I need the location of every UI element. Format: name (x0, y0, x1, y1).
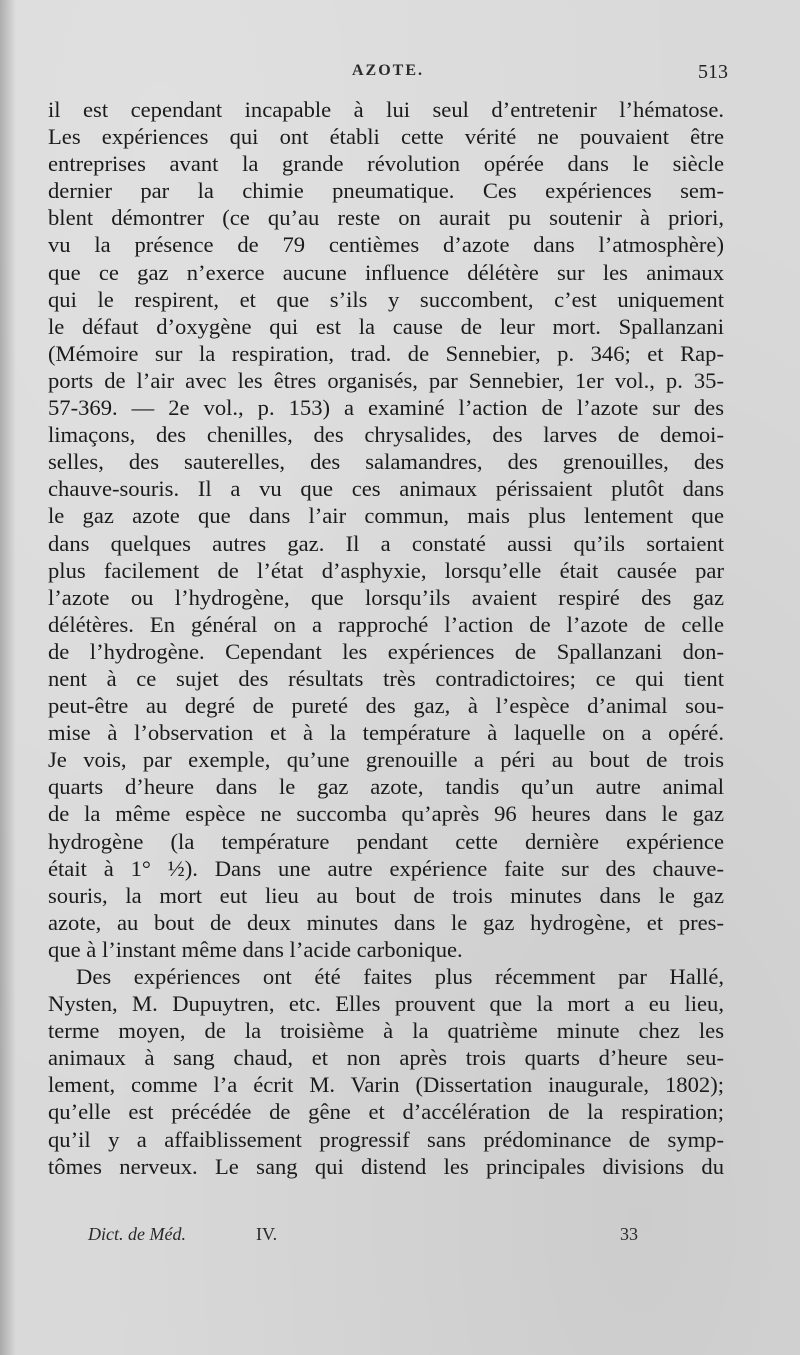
text-line: hydrogène (la température pendant cette dernière expérience (48, 828, 724, 854)
text-line: de la même espèce ne succomba qu’après 96 heures dans le gaz (48, 801, 724, 827)
running-title: AZOTE. (351, 62, 424, 79)
body-text (48, 96, 724, 1180)
signature-mark: 33 (620, 1224, 638, 1244)
text-line: quarts d’heure dans le gaz azote, tandis qu’un autre animal (48, 774, 724, 800)
text-line: peut-être au degré de pureté des gaz, à l’espèce d’animal sou- (48, 693, 724, 719)
text-line: chauve-souris. Il a vu que ces animaux périssaient plutôt dans (48, 476, 724, 502)
text-line: souris, la mort eut lieu au bout de trois minutes dans le gaz (48, 882, 724, 908)
text-line: terme moyen, de la troisième à la quatrième minute chez les (48, 1018, 724, 1044)
text-line: qui le respirent, et que s’ils y succombent, c’est uniquement (48, 286, 724, 312)
text-line: l’azote ou l’hydrogène, que lorsqu’ils avaient respiré des gaz (48, 584, 724, 610)
text-line: limaçons, des chenilles, des chrysalides, des larves de demoi- (48, 422, 724, 448)
text-line: le défaut d’oxygène qui est la cause de leur mort. Spallanzani (48, 313, 724, 339)
text-line: plus facilement de l’état d’asphyxie, lorsqu’elle était causée par (48, 557, 724, 583)
text-line: il est cependant incapable à lui seul d’entretenir l’hématose. (48, 97, 724, 122)
text-line: mise à l’observation et à la température à laquelle on a opéré. (48, 720, 724, 746)
text-line: délétères. En général on a rapproché l’action de l’azote de celle (48, 611, 724, 637)
footer-title: Dict. de Méd. (88, 1224, 186, 1244)
text-line: que ce gaz n’exerce aucune influence délétère sur les animaux (48, 259, 724, 285)
text-line: lement, comme l’a écrit M. Varin (Dissertation inaugurale, 1802); (48, 1072, 724, 1098)
text-line: (Mémoire sur la respiration, trad. de Sennebier, p. 346; et Rap- (48, 340, 724, 366)
page-edge-shadow (0, 0, 16, 1355)
page-footer (88, 1224, 648, 1248)
paragraph-last-line: que à l’instant même dans l’acide carbonique. (48, 936, 463, 962)
text-line: Nysten, M. Dupuytren, etc. Elles prouvent que la mort a eu lieu, (48, 991, 724, 1017)
text-line: blent démontrer (ce qu’au reste on aurait pu soutenir à priori, (48, 205, 724, 231)
text-line: dernier par la chimie pneumatique. Ces expériences sem- (48, 178, 724, 204)
text-line: dans quelques autres gaz. Il a constaté aussi qu’ils sortaient (48, 530, 724, 556)
text-line: était à 1° ½). Dans une autre expérience faite sur des chauve- (48, 855, 724, 881)
text-line: selles, des sauterelles, des salamandres, des grenouilles, des (48, 449, 724, 475)
text-line: ports de l’air avec les êtres organisés, par Sennebier, 1er vol., p. 35- (48, 367, 724, 393)
text-line: 57-369. — 2e vol., p. 153) a examiné l’action de l’azote sur des (48, 395, 724, 421)
text-line: qu’elle est précédée de gêne et d’accélération de la respiration; (48, 1099, 724, 1125)
text-line: entreprises avant la grande révolution opérée dans le siècle (48, 151, 724, 177)
text-line: Les expériences qui ont établi cette vérité ne pouvaient être (48, 124, 724, 150)
text-line: qu’il y a affaiblissement progressif sans prédominance de symp- (48, 1126, 724, 1152)
text-line: le gaz azote que dans l’air commun, mais plus lentement que (48, 503, 724, 529)
text-line: nent à ce sujet des résultats très contradictoires; ce qui tient (48, 665, 724, 691)
text-line: Je vois, par exemple, qu’une grenouille a péri au bout de trois (48, 747, 724, 773)
text-line: vu la présence de 79 centièmes d’azote dans l’atmosphère) (48, 232, 724, 258)
text-line: tômes nerveux. Le sang qui distend les principales divisions du (48, 1153, 724, 1179)
footer-volume: IV. (256, 1224, 278, 1244)
running-header (48, 62, 728, 86)
page-number: 513 (698, 61, 728, 83)
text-line: animaux à sang chaud, et non après trois quarts d’heure seu- (48, 1045, 724, 1071)
text-line: de l’hydrogène. Cependant les expériences de Spallanzani don- (48, 638, 724, 664)
paragraph-first-line: Des expériences ont été faites plus récemment par Hallé, (76, 964, 724, 989)
text-line: azote, au bout de deux minutes dans le gaz hydrogène, et pres- (48, 909, 724, 935)
